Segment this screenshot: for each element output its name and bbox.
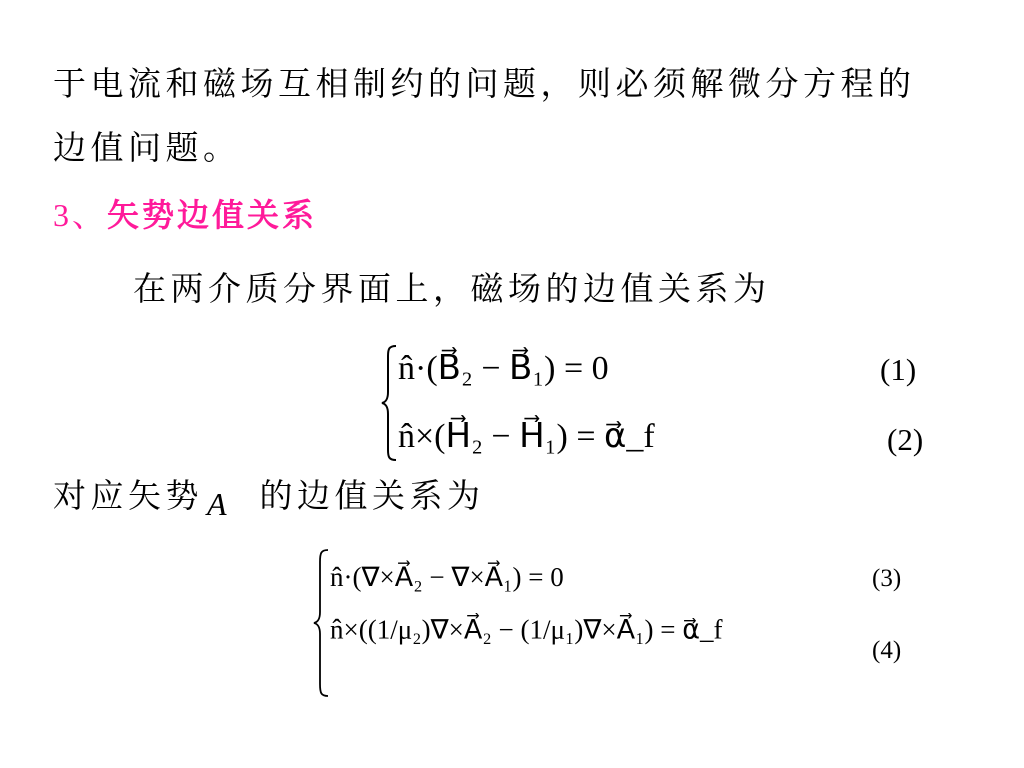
equation-4-expression: n̂×((1/μ₂)∇×A⃗₂ − (1/μ₁)∇×A⃗₁) = α⃗_f (330, 614, 723, 645)
equation-2 (398, 416, 655, 456)
paragraph-line-4-suffix: 的边值关系为 (259, 476, 485, 515)
equation-4-number: (4) (872, 637, 902, 664)
equation-1-expression: n̂·(B⃗₂ − B⃗₁) = 0 (398, 350, 609, 387)
paragraph-line-1: 于电流和磁场互相制约的问题，则必须解微分方程的 (53, 64, 916, 103)
equation-1-number: (1) (880, 352, 917, 387)
paragraph-line-4-prefix: 对应矢势 (53, 476, 203, 515)
equation-3-number: (3) (872, 565, 902, 592)
equation-2-number: (2) (887, 422, 924, 457)
equation-1 (398, 348, 609, 388)
vector-a-symbol: A⃗ (207, 486, 252, 522)
section-heading-number: 3、 (53, 197, 108, 233)
equation-brace-2 (312, 548, 332, 698)
paragraph-line-2: 边值问题。 (53, 128, 241, 167)
equation-3-expression: n̂·(∇×A⃗₂ − ∇×A⃗₁) = 0 (330, 562, 564, 592)
paragraph-line-4 (53, 470, 485, 522)
equation-2-expression: n̂×(H⃗₂ − H⃗₁) = α⃗_f (398, 418, 655, 455)
paragraph-line-3: 在两介质分界面上，磁场的边值关系为 (133, 269, 771, 308)
equation-3 (330, 562, 564, 593)
equation-4 (330, 612, 723, 702)
section-heading-title: 矢势边值关系 (107, 196, 318, 234)
section-heading (53, 190, 317, 236)
equation-brace-1 (380, 344, 400, 462)
